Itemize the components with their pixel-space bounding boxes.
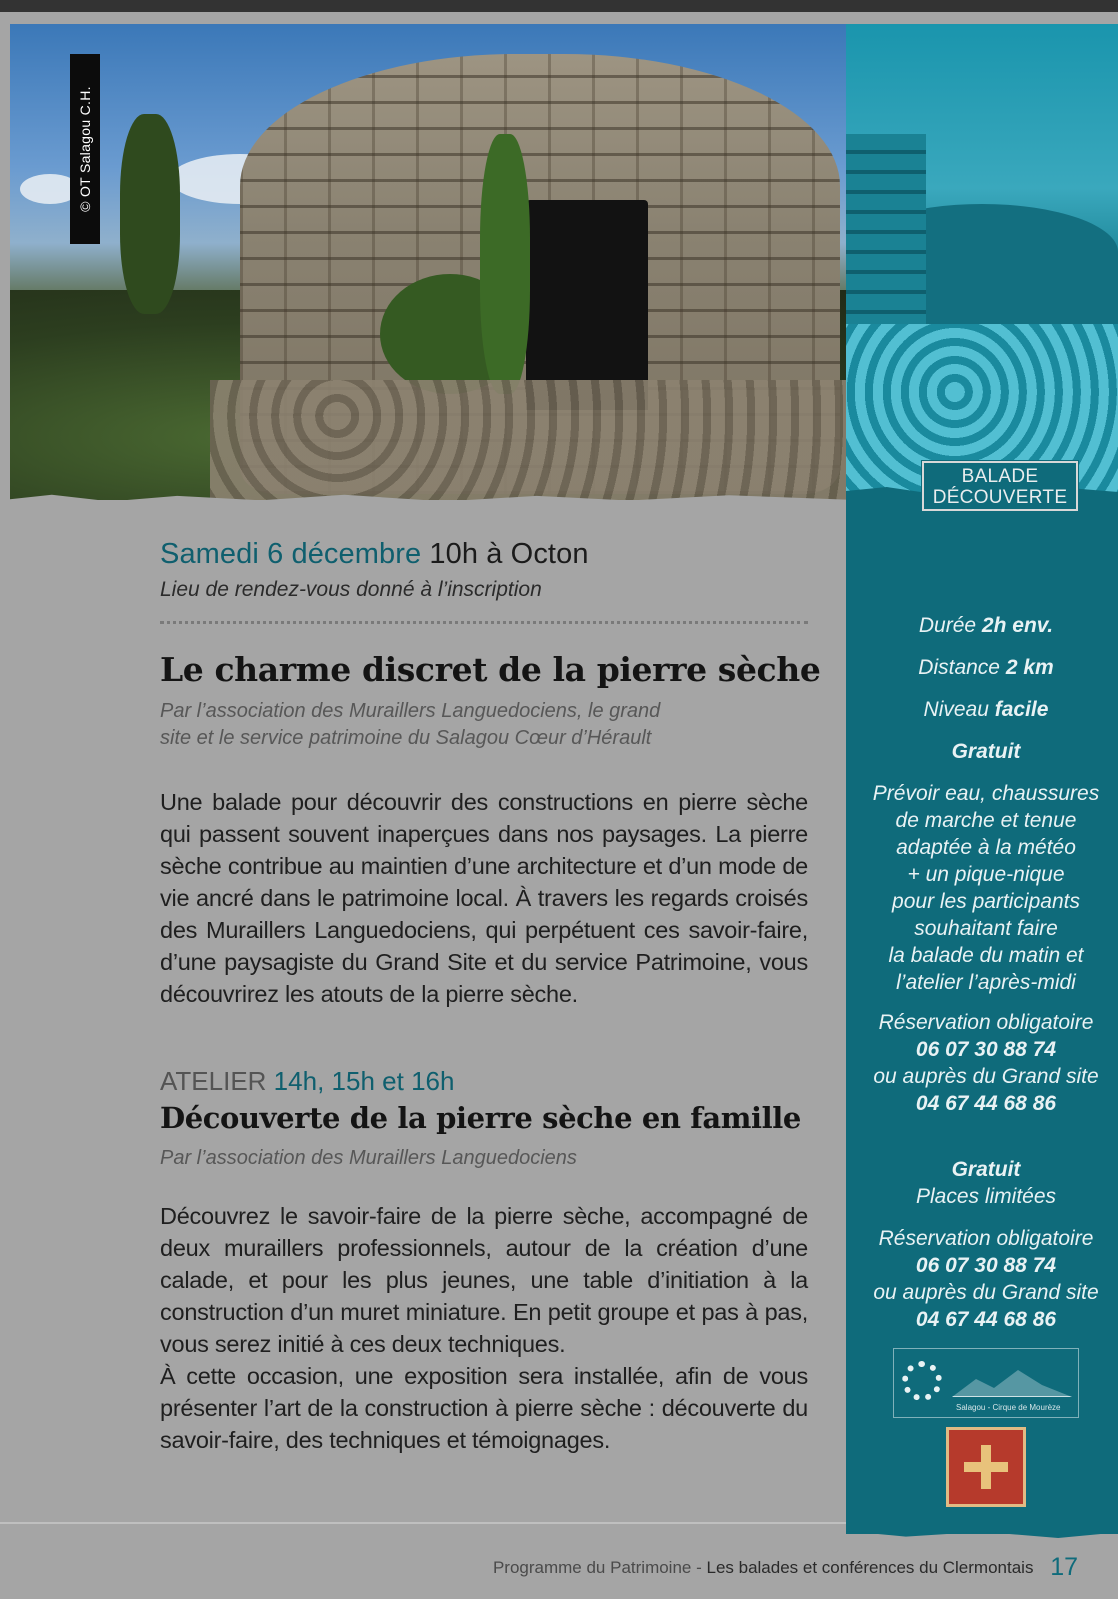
dotted-divider [160, 621, 808, 624]
distance: Distance 2 km [918, 656, 1054, 679]
occitan-cross-logo [946, 1427, 1026, 1507]
cross-icon [964, 1445, 1008, 1489]
atelier-organizer: Par l’association des Muraillers Languedociens [160, 1147, 577, 1169]
duration: Durée 2h env. [918, 614, 1054, 637]
meeting-point: Lieu de rendez-vous donné à l’inscription [160, 578, 542, 601]
photo-credit: © OT Salagou C.H. [70, 54, 100, 244]
hero-photo [10, 24, 846, 500]
page-number: 17 [1050, 1553, 1078, 1581]
event-organizer: Par l’association des Muraillers Languedociens, le grand site et le service patrimoine du Salagou Cœur d’Hérault [160, 700, 661, 749]
event-description: Une balade pour découvrir des constructions en pierre sèche qui passent souvent inaperçues dans nos paysages. La pierre sèche contribue au maintien d’une architecture et d’un mode de vie ancré dans le patrimoine local. À travers les regards croisés des Muraillers Languedociens, qui perpétuent ces savoir-faire, d’une paysagiste du Grand Site et du service Patrimoine, vous découvrirez les atouts de la pierre sèche. [160, 789, 808, 1007]
reservation-balade: Réservation obligatoire 06 07 30 88 74 ou auprès du Grand site 04 67 44 68 86 [873, 1011, 1099, 1115]
phone-number[interactable]: 04 67 44 68 86 [915, 1308, 1057, 1331]
top-bar [0, 0, 1118, 24]
atelier-title: Découverte de la pierre sèche en famille [160, 1101, 801, 1135]
page-footer: Programme du Patrimoine - Les balades et conférences du Clermontais 17 [492, 1553, 1078, 1581]
mountain-icon [952, 1367, 1072, 1397]
event-dateline: Samedi 6 décembre 10h à Octon [160, 538, 589, 570]
stone-rubble [210, 380, 846, 500]
ivy [480, 134, 530, 394]
event-title: Le charme discret de la pierre sèche [160, 650, 821, 689]
tree [120, 114, 180, 314]
price-free: Gratuit [951, 740, 1021, 763]
phone-number[interactable]: 06 07 30 88 74 [915, 1254, 1057, 1277]
bottom-divider [0, 1522, 846, 1524]
sidebar-torn-edge [846, 1524, 1118, 1538]
level: Niveau facile [923, 698, 1049, 721]
reservation-atelier: Réservation obligatoire 06 07 30 88 74 ou auprès du Grand site 04 67 44 68 86 [873, 1227, 1099, 1331]
phone-number[interactable]: 06 07 30 88 74 [915, 1038, 1057, 1061]
grand-site-logo: Salagou - Cirque de Mourèze [893, 1348, 1079, 1418]
activity-badge: BALADE DÉCOUVERTE [922, 461, 1078, 511]
hut-doorway [526, 200, 648, 410]
equipment-note: Prévoir eau, chaussures de marche et tenue adaptée à la météo + un pique-nique pour les participants souhaitant faire la balade du matin et l’atelier l’après-midi [872, 782, 1100, 994]
sidebar-photo [846, 24, 1118, 494]
phone-number[interactable]: 04 67 44 68 86 [915, 1092, 1057, 1115]
atelier-price: Gratuit Places limitées [915, 1158, 1057, 1208]
atelier-description: Découvrez le savoir-faire de la pierre sèche, accompagné de deux muraillers professionnels, autour de la création d’une calade, et pour les plus jeunes, une table d’initiation à la construction d’un muret miniature. En petit groupe et pas à pas, vous serez initié à ces deux techniques. À cette occasion, une exposition sera installée, afin de vous présenter l’art de la construction à pierre sèche : découverte du savoir-faire, des techniques et témoignages. [160, 1203, 808, 1453]
sun-icon [902, 1361, 942, 1401]
atelier-heading: ATELIER 14h, 15h et 16h [160, 1066, 455, 1096]
